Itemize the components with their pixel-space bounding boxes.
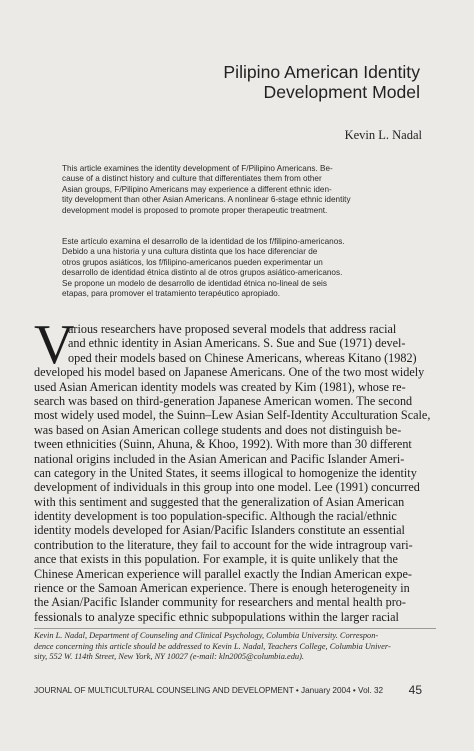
body-line: can category in the United States, it seems illogical to homogenize the identity — [34, 465, 417, 480]
body-line: with this sentiment and suggested that the generalization of Asian American — [34, 494, 405, 509]
body-line: development of individuals in this group into one model. Lee (1991) concurred — [34, 480, 420, 495]
page-number: 45 — [408, 683, 422, 697]
abstract-line: cause of a distinct history and culture that differentiates them from other — [62, 174, 322, 184]
body-line: used Asian American identity models was created by Kim (1981), whose re- — [34, 379, 406, 394]
abstract-line: Se propone un modelo de desarrollo de identidad étnica no-lineal de seis — [62, 278, 327, 288]
body-line: tween ethnicities (Suinn, Ahuna, & Khoo, 1992). With more than 30 different — [34, 437, 412, 452]
abstract-line: Debido a una historia y una cultura distinta que los hace diferenciar de — [62, 247, 318, 257]
abstract-line: tity development than other Asian Americans. A nonlinear 6-stage ethnic identity — [62, 195, 351, 205]
body-line: the Asian/Pacific Islander community for researchers and mental health pro- — [34, 595, 406, 610]
abstract-line: development model is proposed to promote proper therapeutic treatment. — [62, 205, 328, 215]
body-line: national origins included in the Asian American and Pacific Islander Ameri- — [34, 451, 405, 466]
footnote-line: sity, 552 W. 114th Street, New York, NY 10027 (e-mail: kln2005@columbia.edu). — [34, 652, 304, 662]
footnote-rule — [34, 628, 436, 629]
body-line: rience or the Samoan American experience. There is enough heterogeneity in — [34, 581, 410, 596]
body-line: and ethnic identity in Asian Americans. S. Sue and Sue (1971) devel- — [68, 336, 406, 351]
body-line: developed his model based on Japanese Americans. One of the two most widely — [34, 365, 425, 380]
journal-running-footer: JOURNAL OF MULTICULTURAL COUNSELING AND DEVELOPMENT • January 2004 • Vol. 32 — [34, 686, 384, 695]
body-line: identity development is too population-specific. Although the racial/ethnic — [34, 509, 397, 524]
abstract-line: etapas, para promover el tratamiento terapéutico apropiado. — [62, 289, 281, 299]
footnote-line: Kevin L. Nadal, Department of Counseling and Clinical Psychology, Columbia University. Correspon- — [34, 631, 379, 640]
abstract-line: desarrollo de identidad étnica distinto al de otros grupos asiático-americanos. — [62, 268, 343, 278]
body-line: ance that exists in this population. For example, it is quite unlikely that the — [34, 552, 398, 567]
abstract-line: Este artículo examina el desarrollo de la identidad de los f/filipino-americanos. — [62, 237, 345, 246]
abstract-line: Asian groups, F/Pilipino Americans may experience a different ethnic iden- — [62, 184, 332, 194]
title-line-2: Development Model — [263, 82, 420, 102]
article-title — [150, 62, 420, 102]
author-name: Kevin L. Nadal — [344, 128, 422, 142]
body-line: contribution to the literature, they fail to account for the wide intragroup vari- — [34, 537, 413, 552]
body-line: identity models developed for Asian/Pacific Islanders constitute an essential — [34, 523, 405, 538]
title-line-1: Pilipino American Identity — [223, 62, 420, 82]
abstract-line: This article examines the identity development of F/Pilipino Americans. Be- — [62, 164, 333, 173]
footnote-line: dence concerning this article should be addressed to Kevin L. Nadal, Teachers College, Columbia Univer- — [34, 641, 391, 651]
body-line: most widely used model, the Suinn–Lew Asian Self-Identity Acculturation Scale, — [34, 408, 431, 423]
body-line: search was based on third-generation Japanese American women. The second — [34, 393, 413, 408]
abstract-english — [62, 164, 392, 216]
abstract-spanish — [62, 237, 392, 299]
abstract-line: otros grupos asiáticos, los f/filipino-americanos pueden experimentar un — [62, 257, 323, 267]
body-line: arious researchers have proposed several models that address racial — [68, 322, 397, 336]
body-line: oped their models based on Chinese Americans, whereas Kitano (1982) — [68, 350, 417, 365]
drop-cap: V — [34, 314, 75, 376]
body-paragraph — [34, 314, 436, 624]
author-footnote — [34, 631, 436, 663]
body-line: fessionals to analyze specific ethnic subpopulations within the larger racial — [34, 609, 399, 624]
body-line: Chinese American experience will parallel exactly the Indian American expe- — [34, 566, 412, 581]
body-line: was based on Asian American college students and does not distinguish be- — [34, 422, 402, 437]
